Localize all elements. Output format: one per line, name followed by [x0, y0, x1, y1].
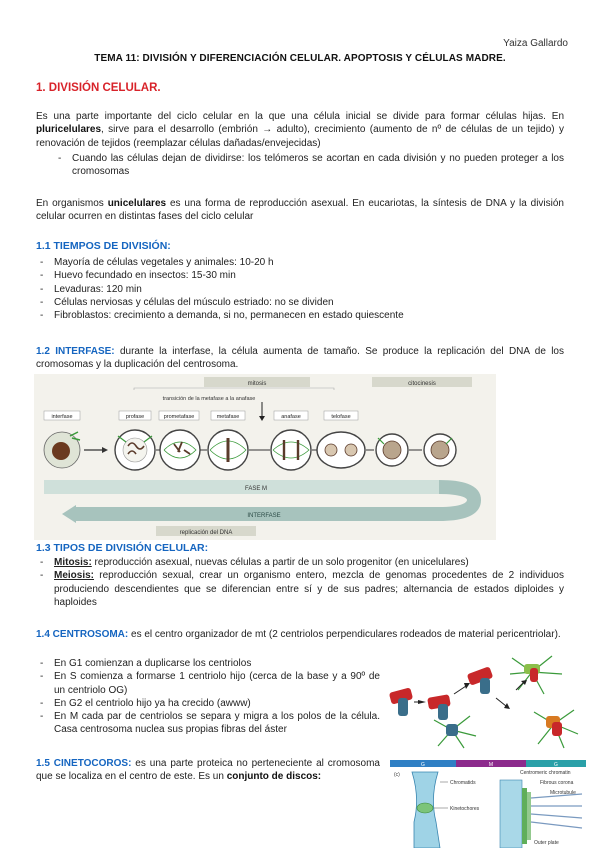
meiosis-term: Meiosis: [54, 570, 95, 582]
cell-citocinesis-a [376, 434, 408, 466]
phase-label: profase [125, 414, 145, 420]
phase-label: prometafase [163, 414, 195, 420]
list-item: - Meiosis: reproducción sexual, crear un organismo entero, mezcla de genomas procedentes de 2 individuos produciendo descendientes que se diferencian entre sí y de sus padres; alternancia de estados diploides y haploides [36, 569, 564, 609]
outer-plate-label: Outer plate [534, 840, 559, 846]
cycle-bar-label: G [421, 762, 425, 768]
centriole-pair-1 [389, 687, 413, 716]
cell-citocinesis-b [424, 434, 456, 466]
replication-label: replicación del DNA [179, 530, 233, 536]
list-item: - En S comienza a formarse 1 centriolo hijo (cerca de la base y a 90º de un centriolo OG) [36, 670, 380, 697]
section-1-2-heading: 1.2 INTERFASE: [36, 346, 115, 357]
section-1-bullets [54, 152, 564, 179]
division-types-list [36, 556, 564, 609]
section-1-5-heading: 1.5 CINETOCOROS: [36, 758, 132, 769]
corona-label: Fibrous corona [540, 780, 574, 786]
list-item: - En G2 el centriolo hijo ya ha crecido (awww) [36, 697, 380, 710]
centromeric-label: Centromeric chromatin [520, 770, 571, 776]
list-item: - Mayoría de células vegetales y animales: 10-20 h [36, 256, 564, 269]
cycle-bar-label: M [488, 762, 494, 768]
cell-anafase [271, 430, 311, 470]
centriole-pair-2 [427, 694, 451, 720]
list-item: - Huevo fecundado en insectos: 15-30 min [36, 269, 564, 282]
cycle-bar-label: G [554, 762, 558, 768]
section-1-paragraph-2: En organismos unicelulares es una forma de reproducción asexual. En eucariotas, la síntesis de DNA y la división celular ocurren en distintas fases del ciclo celular [36, 198, 564, 223]
cell-cycle-figure [34, 374, 496, 540]
cell-profase [115, 430, 155, 470]
document-title: TEMA 11: DIVISIÓN Y DIFERENCIACIÓN CELULAR. APOPTOSIS Y CÉLULAS MADRE. [94, 53, 506, 64]
section-1-3-heading: 1.3 TIPOS DE DIVISIÓN CELULAR: [36, 542, 209, 554]
interfase-label: interfase [51, 414, 73, 420]
section-1-2-paragraph: 1.2 INTERFASE: durante la interfase, la célula aumenta de tamaño. Se produce la replicación del DNA de los cromosomas y la duplicación del centrosoma. [36, 346, 564, 371]
list-item: - Células nerviosas y células del músculo estriado: no se dividen [36, 296, 564, 309]
cell-interfase [44, 432, 80, 468]
interfase-bar-label: INTERFASE [247, 513, 281, 519]
section-1-5-paragraph: 1.5 CINETOCOROS: es una parte proteica no perteneciente al cromosoma que se localiza en el centro de este. Es un conjunto de discos: [36, 758, 380, 783]
section-1-4-paragraph: 1.4 CENTROSOMA: es el centro organizador de mt (2 centriolos perpendiculares rodeados de material pericentriolar). [36, 629, 561, 640]
centrosome-figure [384, 650, 580, 750]
list-item: - Fibroblastos: crecimiento a demanda, si no, permanecen en estado quiescente [36, 309, 564, 322]
section-1-4-heading: 1.4 CENTROSOMA: [36, 629, 129, 640]
cell-metafase [208, 430, 248, 470]
section-1-1-heading: 1.1 TIEMPOS DE DIVISIÓN: [36, 240, 171, 252]
section-1-heading: 1. DIVISIÓN CELULAR. [36, 82, 161, 94]
unicelulares-term: unicelulares [107, 198, 167, 209]
mitosis-label: mitosis [247, 381, 267, 387]
microtubule-label: Microtubule [550, 790, 576, 796]
chromosome-drawing [412, 772, 440, 848]
kinetochore-figure [390, 758, 586, 848]
phase-label: anafase [281, 414, 301, 420]
pluricelulares-term: pluricelulares [36, 124, 102, 136]
phase-label: metafase [216, 414, 240, 420]
fase-m-label: FASE M [244, 486, 268, 492]
list-item: - Cuando las células dejan de dividirse: los telómeros se acortan en cada división y no pueden proteger a los cromosomas [54, 152, 564, 179]
list-item: - En M cada par de centriolos se separa y migra a los polos de la célula. Casa centrosoma nuclea sus propias fibras del áster [36, 710, 380, 737]
author-name: Yaiza Gallardo [503, 38, 568, 49]
phase-label: telofase [331, 414, 351, 420]
list-item: - Mitosis: reproducción asexual, nuevas células a partir de un solo progenitor (en unicelulares) [36, 556, 564, 569]
centrosome-list [36, 657, 380, 737]
list-item: - Levaduras: 120 min [36, 283, 564, 296]
panel-label: (c) [394, 772, 400, 778]
discs-term: conjunto de discos: [226, 771, 322, 783]
transition-label: transición de la metafase a la anafase [162, 396, 256, 402]
centriole-pair-3 [467, 666, 494, 694]
chromatids-label: Chromatids [450, 780, 476, 786]
mitosis-term: Mitosis: [54, 557, 92, 568]
division-times-list [36, 256, 564, 322]
cell-prometafase [160, 430, 200, 470]
cell-telofase [317, 432, 365, 468]
list-item: - En G1 comienzan a duplicarse los centriolos [36, 657, 380, 670]
kinetochores-label: Kinetochores [450, 806, 480, 812]
section-1-paragraph-1: Es una parte importante del ciclo celular en la que una célula inicial se divide para formar células hijas. En pluricelulares, sirve para el desarrollo (embrión → adulto), crecimiento (aumento de nº de células de un tejido) y renovación de tejidos (reemplazar células dañadas/envejecidas) [36, 111, 564, 149]
citocinesis-label: citocinesis [408, 381, 436, 387]
